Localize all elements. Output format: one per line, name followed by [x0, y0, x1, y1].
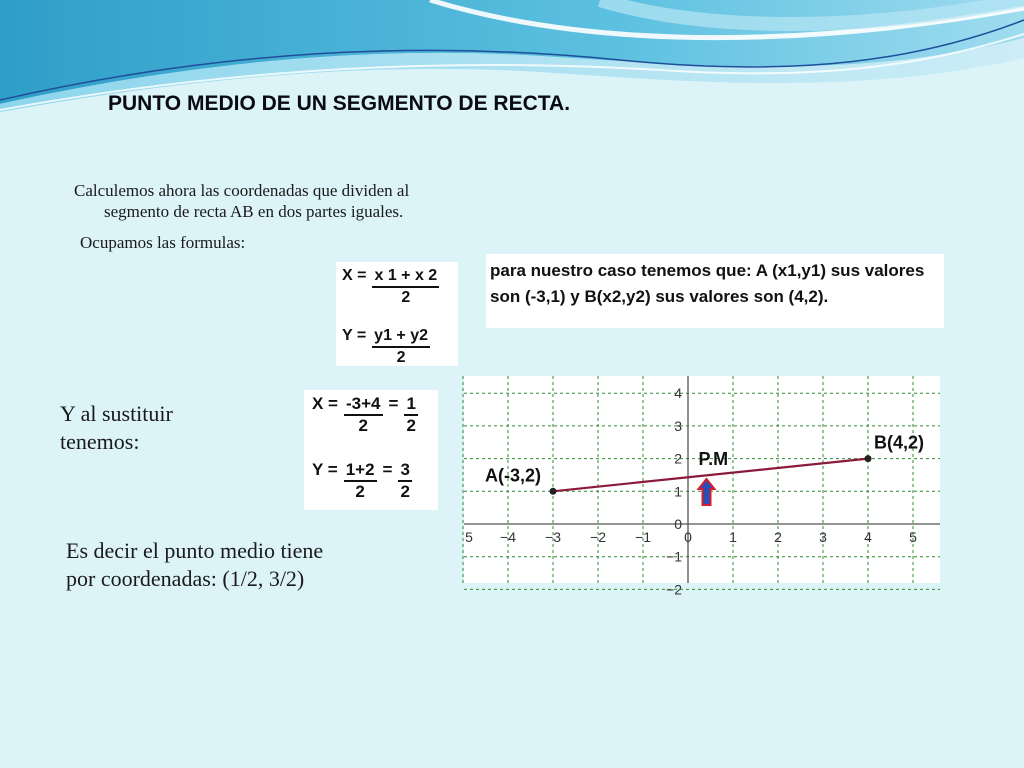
subst-x-denominator: 2 [358, 416, 368, 435]
midpoint-label: P.M [698, 448, 729, 469]
x-tick-label: 2 [774, 529, 782, 545]
page-title: PUNTO MEDIO DE UN SEGMENTO DE RECTA. [108, 92, 571, 115]
formula-y-label: Y = [342, 327, 367, 344]
y-tick-label: 0 [674, 516, 682, 532]
formula-y-numerator: y1 + y2 [372, 326, 430, 348]
x-tick-label: −2 [590, 529, 606, 545]
subst-y-result [398, 460, 411, 502]
subst-y-numerator: 1+2 [344, 460, 377, 482]
y-tick-label: 4 [674, 385, 682, 402]
subst-x-equals: = [388, 394, 399, 413]
x-tick-label: 4 [864, 529, 872, 545]
y-tick-label: −2 [666, 581, 682, 598]
y-tick-label: 3 [674, 417, 682, 434]
case-line-1: para nuestro caso tenemos que: A (x1,y1) sus valores [490, 261, 925, 280]
subst-y-label: Y = [312, 460, 338, 479]
subst-y-result-numerator: 3 [398, 460, 411, 482]
subst-y-denominator: 2 [355, 482, 365, 501]
formula-x-fraction [372, 266, 439, 308]
y-tick-label: 2 [674, 450, 682, 467]
intro-line-2: segmento de recta AB en dos partes iguales. [104, 202, 404, 221]
intro-paragraph [74, 180, 544, 222]
subst-x-numerator: -3+4 [344, 394, 383, 416]
point-b-marker [865, 455, 872, 462]
subst-y-equals: = [382, 460, 393, 479]
subst-x-label: X = [312, 394, 338, 413]
subst-y-result-denominator: 2 [400, 482, 410, 501]
subst-x-result-denominator: 2 [406, 416, 416, 435]
subst-y-fraction [344, 460, 377, 502]
subst-x-result [404, 394, 417, 436]
substitution-label-line-1: Y al sustituir [60, 401, 173, 426]
formula-x-denominator: 2 [401, 289, 411, 306]
formula-y-row [342, 326, 430, 368]
x-tick-label: −4 [500, 529, 516, 545]
y-tick-label: −1 [666, 548, 682, 565]
intro-line-1: Calculemos ahora las coordenadas que dividen al [74, 181, 410, 200]
x-tick-label: 5 [909, 529, 917, 545]
x-tick-label: 3 [819, 529, 827, 545]
substitution-y-row [312, 460, 412, 502]
y-tick-label: 1 [674, 483, 682, 500]
midpoint-formula-box [336, 262, 458, 366]
formula-y-denominator: 2 [396, 349, 406, 366]
subst-x-fraction [344, 394, 383, 436]
subst-x-result-numerator: 1 [404, 394, 417, 416]
formula-x-label: X = [342, 267, 367, 284]
conclusion-line-1: Es decir el punto medio tiene [66, 538, 324, 563]
point-a-marker [550, 488, 557, 495]
formula-y-fraction [372, 326, 430, 368]
conclusion-text [66, 537, 323, 593]
point-b-label: B(4,2) [874, 432, 925, 453]
formula-x-numerator: x 1 + x 2 [372, 266, 439, 288]
case-values-box [486, 254, 944, 328]
point-a-label: A(-3,2) [485, 465, 542, 486]
case-line-2: son (-3,1) y B(x2,y2) sus valores son (4,2). [490, 287, 829, 306]
substitution-label [60, 400, 173, 456]
x-tick-label: 0 [684, 529, 692, 545]
conclusion-line-2: por coordenadas: (1/2, 3/2) [66, 566, 305, 591]
x-tick-label: 1 [729, 529, 737, 545]
x-tick-label: 5 [465, 529, 473, 545]
x-tick-label: −3 [545, 529, 561, 545]
substitution-x-row [312, 394, 418, 436]
substitution-box [304, 390, 438, 510]
formulas-intro-text: Ocupamos las formulas: [80, 233, 246, 252]
formula-x-row [342, 266, 439, 308]
substitution-label-line-2: tenemos: [60, 429, 140, 454]
coordinate-graph [464, 376, 940, 598]
x-tick-label: −1 [635, 529, 651, 545]
